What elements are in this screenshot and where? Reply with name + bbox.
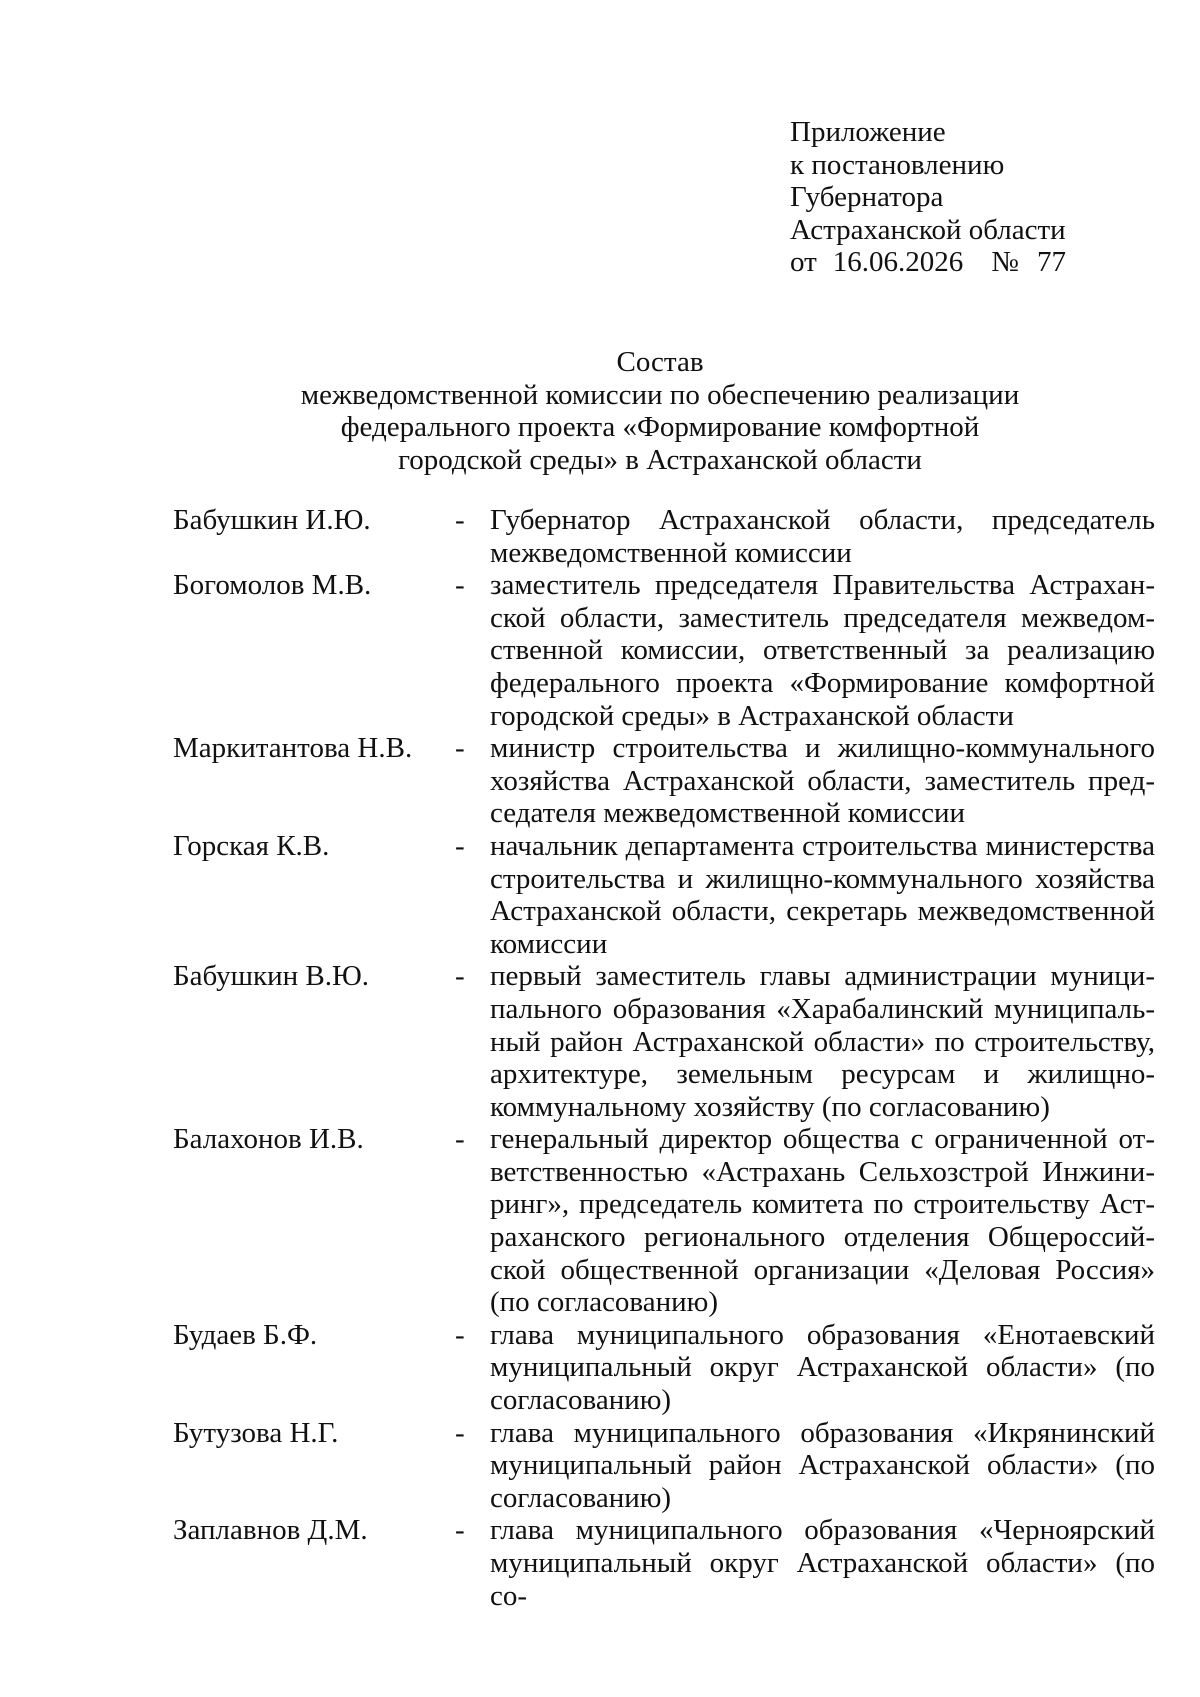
member-row — [173, 1319, 1155, 1417]
approval-number: 77 — [1036, 246, 1066, 279]
approval-line-1: Приложение — [790, 116, 946, 148]
approval-block — [790, 116, 1066, 279]
member-name: Богомолов М.В. — [173, 569, 372, 602]
member-row — [173, 1123, 1155, 1319]
members-list — [173, 504, 1155, 1612]
member-dash: - — [455, 504, 465, 536]
member-dash: - — [455, 1416, 465, 1449]
member-role: заместитель председателя Правительства Астраханской области, заместитель председателя межведомственной комиссии, ответственный за реализацию федерального проекта «Формирование комфортной городской среды» в Астраханской области — [490, 569, 1155, 732]
approval-line-3: Губернатора — [790, 181, 944, 214]
member-dash: - — [455, 1514, 465, 1547]
heading-line-2: межведомственной комиссии по обеспечению реализации — [300, 378, 1020, 411]
member-name: Горская К.В. — [173, 829, 330, 862]
member-name: Заплавнов Д.М. — [173, 1514, 368, 1547]
heading-line-3: федерального проекта «Формирование комфортной — [340, 411, 980, 444]
member-row — [173, 830, 1155, 960]
member-name: Балахонов И.В. — [173, 1123, 364, 1156]
member-name: Бабушкин В.Ю. — [173, 960, 370, 993]
member-role: первый заместитель главы администрации муниципального образования «Харабалинский муниципальный район Астраханской области» по строительству, архитектуре, земельным ресурсам и жилищно-коммунальному хозяйству (по согласованию) — [490, 960, 1155, 1123]
member-dash: - — [455, 829, 465, 862]
member-name: Будаев Б.Ф. — [173, 1318, 318, 1351]
heading-line-1: Состав — [616, 346, 704, 378]
document-heading — [170, 346, 1150, 476]
member-name: Маркитантова Н.В. — [173, 732, 413, 765]
approval-number-sign: № — [991, 246, 1019, 279]
member-row — [173, 569, 1155, 732]
member-row — [173, 732, 1155, 830]
approval-date-line — [790, 246, 1066, 279]
member-role: начальник департамента строительства министерства строительства и жилищно-коммунального хозяйства Астраханской области, секретарь межведомственной комиссии — [490, 829, 1155, 960]
member-row — [173, 960, 1155, 1123]
member-role: генеральный директор общества с ограниченной ответственностью «Астрахань Сельхозстрой Инжиниринг», председатель комитета по строительству Астраханского регионального отделения Общероссийской общественной организации «Деловая Россия» (по согласованию) — [490, 1123, 1155, 1319]
member-dash: - — [455, 732, 465, 765]
member-dash: - — [455, 569, 465, 602]
member-role: Губернатор Астраханской области, председатель межведомственной комиссии — [490, 504, 1155, 569]
approval-line-2: к постановлению — [790, 148, 1005, 181]
heading-line-4: городской среды» в Астраханской области — [398, 443, 922, 476]
member-dash: - — [455, 1318, 465, 1351]
member-row — [173, 1514, 1155, 1612]
member-row — [173, 504, 1155, 569]
approval-date: 16.06.2026 — [832, 246, 964, 279]
member-name: Бабушкин И.Ю. — [173, 504, 371, 536]
member-name: Бутузова Н.Г. — [173, 1416, 339, 1449]
member-dash: - — [455, 960, 465, 993]
member-dash: - — [455, 1123, 465, 1156]
member-role: глава муниципального образования «Икрянинский муниципальный район Астраханской области» (по согласованию) — [490, 1416, 1155, 1514]
member-row — [173, 1417, 1155, 1515]
approval-from-label: от — [790, 246, 817, 279]
member-role: министр строительства и жилищно-коммунального хозяйства Астраханской области, заместитель председателя межведомственной комиссии — [490, 732, 1155, 830]
member-role: глава муниципального образования «Черноярский муниципальный округ Астраханской области» (по со- — [490, 1514, 1155, 1612]
approval-line-4: Астраханской области — [790, 213, 1066, 246]
member-role: глава муниципального образования «Енотаевский муниципальный округ Астраханской области» (по согласованию) — [490, 1318, 1155, 1417]
